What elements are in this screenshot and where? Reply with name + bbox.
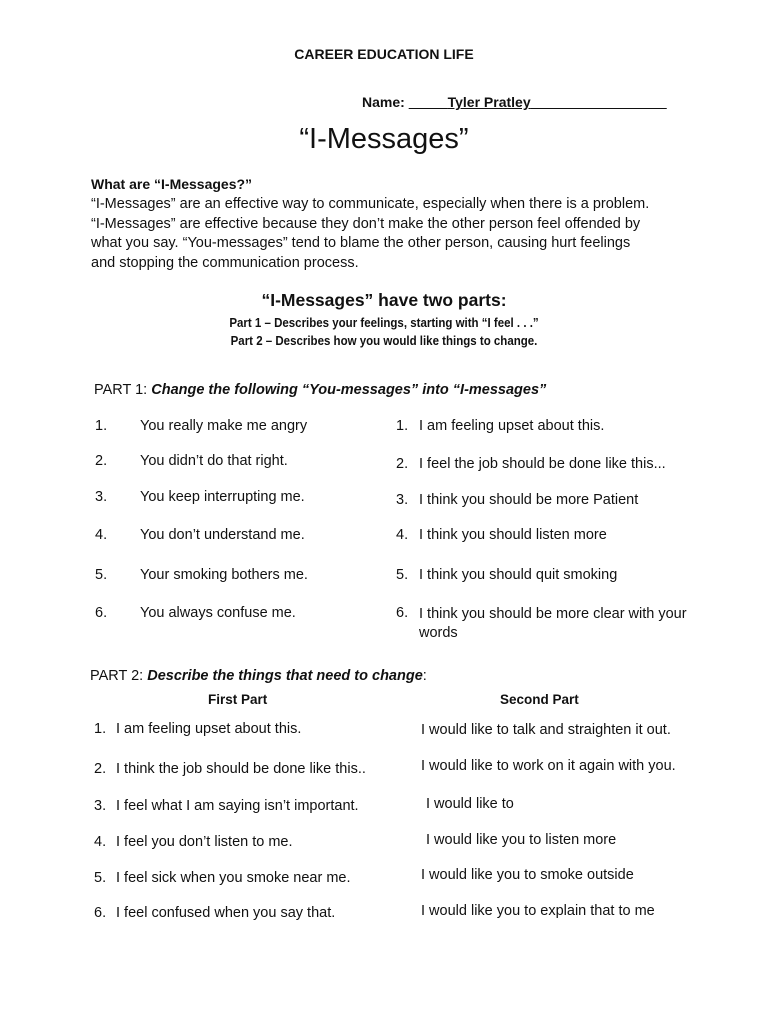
intro-line: and stopping the communication process. [91, 254, 359, 271]
part2-punctuation: : [422, 668, 427, 684]
you-message-number: 5. [95, 567, 108, 583]
intro-line: what you say. “You-messages” tend to blame the other person, causing hurt feelings [91, 235, 631, 251]
you-message-number: 6. [95, 605, 108, 621]
change-number: 5. [94, 870, 107, 886]
you-message: You really make me angry [140, 418, 308, 434]
i-message-number: 1. [396, 418, 409, 434]
you-message: You don’t understand me. [140, 527, 305, 543]
worksheet-header: CAREER EDUCATION LIFE [294, 46, 474, 62]
i-message-answer: I think you should listen more [419, 527, 607, 543]
i-message-number: 5. [396, 567, 409, 583]
change-number: 4. [94, 834, 107, 850]
you-message-number: 1. [95, 418, 108, 434]
first-part-answer: I think the job should be done like this.. [116, 761, 366, 777]
i-message-number: 4. [396, 527, 409, 543]
part1-instruction: Change the following “You-messages” into “I-messages” [151, 382, 547, 398]
change-number: 6. [94, 905, 107, 921]
first-part-answer: I feel confused when you say that. [116, 905, 336, 921]
part2-heading [90, 668, 427, 684]
second-part-answer: I would like to talk and straighten it out. [421, 722, 671, 738]
i-message-answer: I think you should be more Patient [419, 492, 639, 508]
second-part-column-header: Second Part [500, 692, 579, 707]
part2-label: PART 2: [90, 668, 144, 684]
you-message-number: 2. [95, 453, 108, 469]
i-message-number: 3. [396, 492, 409, 508]
intro-line: “I-Messages” are an effective way to communicate, especially when there is a problem. [91, 196, 650, 212]
intro-line: “I-Messages” are effective because they don’t make the other person feel offended by [91, 215, 641, 232]
two-parts-heading: “I-Messages” have two parts: [261, 290, 507, 310]
you-message: Your smoking bothers me. [140, 567, 308, 583]
intro-paragraph [91, 195, 681, 273]
change-number: 1. [94, 721, 107, 737]
second-part-answer: I would like you to listen more [426, 832, 617, 848]
part2-definition: Part 2 – Describes how you would like things to change. [230, 334, 538, 348]
first-part-answer: I feel what I am saying isn’t important. [116, 798, 359, 814]
change-number: 3. [94, 798, 107, 814]
name-label: Name: [362, 94, 405, 110]
name-line [362, 94, 667, 110]
you-message-number: 4. [95, 527, 108, 543]
second-part-answer: I would like to [426, 796, 514, 812]
name-value: Tyler Pratley [447, 94, 531, 110]
you-message: You always confuse me. [140, 605, 296, 621]
part1-definition: Part 1 – Describes your feelings, starting with “I feel . . .” [229, 316, 539, 330]
you-message: You keep interrupting me. [140, 489, 305, 505]
i-message-answer: I feel the job should be done like this... [419, 456, 666, 472]
i-message-answer: I think you should be more clear with your words [419, 606, 687, 641]
i-message-answer: I think you should quit smoking [419, 567, 618, 583]
i-message-answer: I am feeling upset about this. [419, 418, 605, 434]
part1-label: PART 1: [94, 382, 148, 398]
part1-heading [94, 382, 546, 398]
you-message-number: 3. [95, 489, 108, 505]
first-part-answer: I feel you don’t listen to me. [116, 834, 293, 850]
change-number: 2. [94, 761, 107, 777]
part2-instruction: Describe the things that need to change [147, 668, 423, 684]
i-message-number: 6. [396, 605, 409, 621]
second-part-answer: I would like you to smoke outside [421, 867, 634, 883]
first-part-answer: I feel sick when you smoke near me. [116, 870, 351, 886]
first-part-column-header: First Part [208, 692, 268, 707]
second-part-answer: I would like you to explain that to me [421, 903, 655, 919]
i-message-number: 2. [396, 456, 409, 472]
what-heading: What are “I-Messages?” [91, 176, 253, 192]
page-title: “I-Messages” [299, 123, 469, 155]
second-part-answer: I would like to work on it again with you. [421, 758, 676, 774]
you-message: You didn’t do that right. [140, 453, 288, 469]
first-part-answer: I am feeling upset about this. [116, 721, 302, 737]
